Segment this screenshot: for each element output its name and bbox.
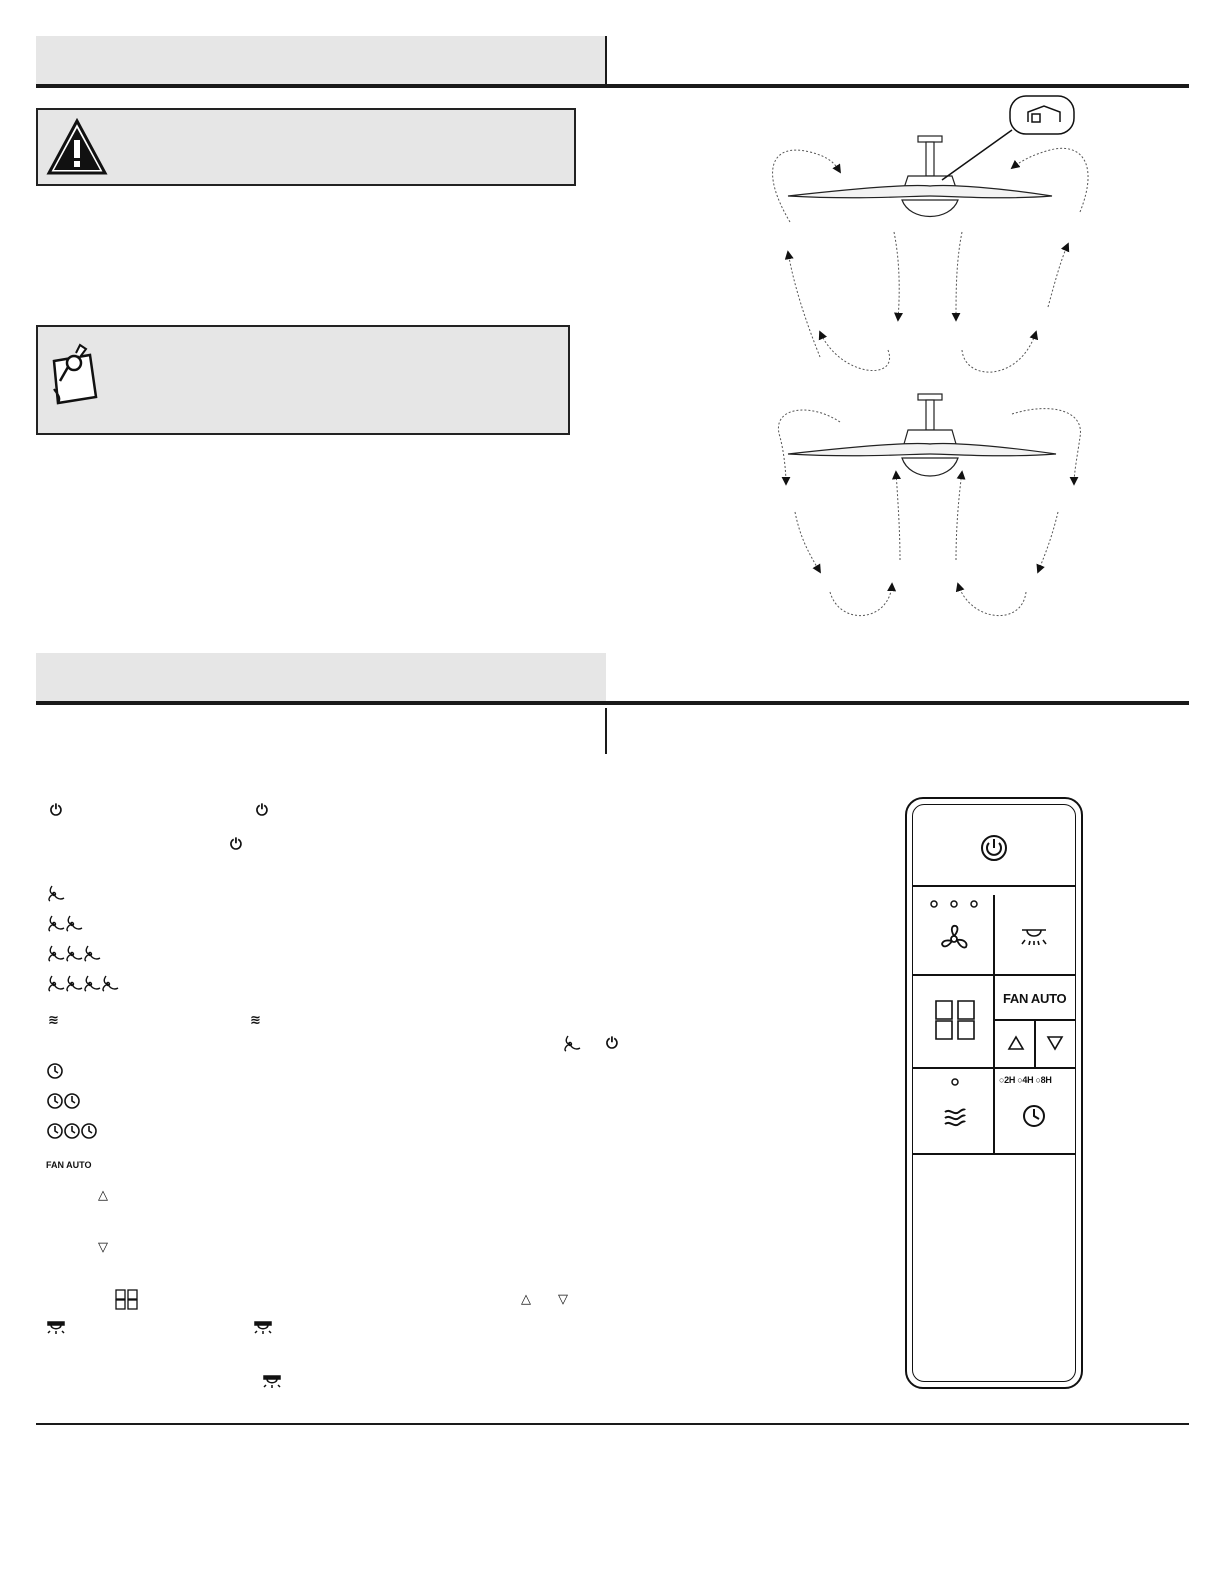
subheader-divider [605,708,607,754]
section-rule-2 [36,701,1189,705]
timer-label-2h: 2H [1004,1075,1016,1085]
timer-dot-icon: ○ [1017,1075,1023,1085]
fan-speed-button[interactable] [916,895,994,971]
light-icon [46,1320,66,1334]
up-arrow-icon [1007,1035,1025,1051]
breeze-button[interactable] [916,1073,994,1151]
up-arrow-icon: △ [98,1188,108,1203]
down-arrow-icon: ▽ [98,1240,108,1255]
down-arrow-icon: ▽ [558,1292,568,1307]
warning-callout [36,108,576,186]
timer-label-8h: 8H [1040,1075,1052,1085]
fan-speed-1-icon [46,884,68,902]
timer-2-icon [46,1092,82,1110]
header-divider-1 [605,36,607,86]
power-button[interactable] [979,833,1009,863]
remote-divider-1 [913,885,1075,887]
timer-indicators [999,1075,1071,1087]
fan-speed-3-icon [46,944,106,962]
power-icon: ⏻ [256,801,268,819]
breeze-icon: ≋ [48,1013,59,1028]
fan-icon [938,923,972,953]
remote-control [905,797,1083,1389]
warning-icon [46,118,108,176]
light-icon [253,1320,273,1334]
light-button[interactable] [997,895,1071,971]
speed-indicator-dots [926,899,982,909]
fan-airflow-diagram [760,92,1100,627]
fan-auto-label: FAN AUTO [46,1160,92,1170]
fan-speed-2-icon [46,914,88,932]
up-button[interactable] [997,1023,1033,1063]
power-icon: ⏻ [50,801,62,819]
fan-icon [562,1034,582,1052]
breeze-icon: ≋ [250,1013,261,1028]
section-header-bar-2 [36,653,606,703]
down-arrow-icon [1046,1035,1064,1051]
remote-vdivider-1 [993,895,995,975]
fan-auto-button-label: FAN AUTO [1003,991,1067,1006]
fan-speed-4-icon [46,974,124,992]
light-icon [262,1374,282,1388]
timer-1-icon [46,1062,64,1080]
note-callout [36,325,570,435]
down-button[interactable] [1036,1023,1072,1063]
timer-label-4h: 4H [1022,1075,1034,1085]
section-rule-1 [36,84,1189,88]
up-arrow-icon: △ [521,1292,531,1307]
breeze-indicator-dot [950,1077,960,1087]
power-icon: ⏻ [230,835,242,853]
display-icon [114,1288,140,1312]
breeze-icon [942,1107,968,1129]
section-header-bar-1 [36,36,606,86]
timer-dot-icon: ○ [1035,1075,1041,1085]
timer-button[interactable] [997,1073,1071,1151]
footer-rule [36,1423,1189,1425]
remote-vdivider-2 [993,975,995,1067]
remote-divider-4 [913,1153,1075,1155]
timer-3-icon [46,1122,100,1140]
fan-auto-button[interactable] [997,979,1071,1017]
light-icon [1019,925,1049,945]
timer-dot-icon: ○ [999,1075,1005,1085]
remote-vdivider-4 [993,1069,995,1153]
display-icon [932,999,980,1043]
timer-icon [1021,1103,1047,1129]
power-icon: ⏻ [606,1034,618,1052]
digit-display [916,981,994,1063]
note-icon [46,341,102,407]
